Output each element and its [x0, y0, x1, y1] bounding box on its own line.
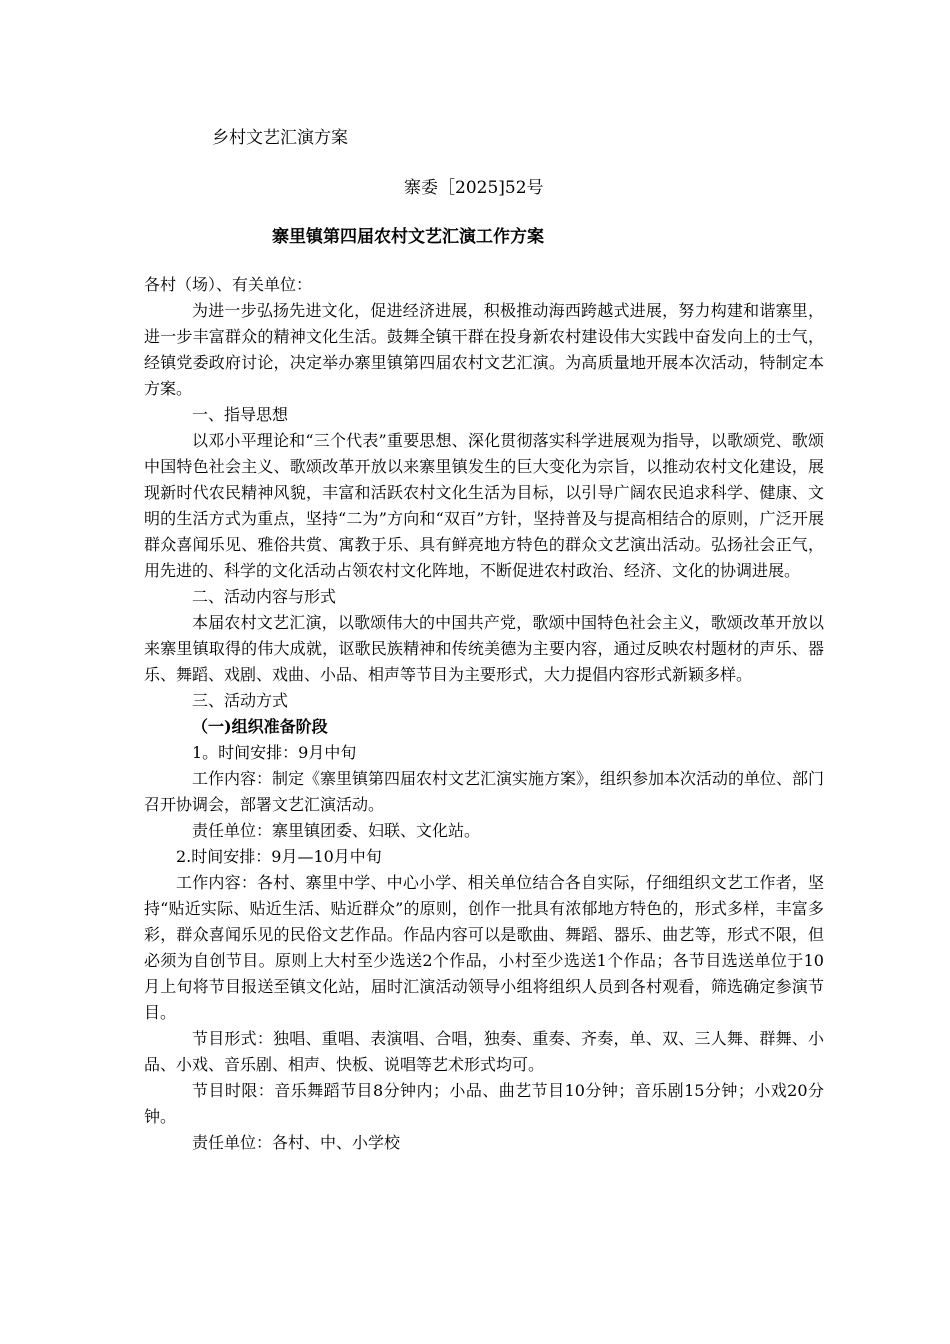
subsection-heading-preparation: （一)组织准备阶段 — [192, 717, 328, 736]
responsible-unit-2: 责任单位：各村、中、小学校 — [192, 1133, 401, 1152]
schedule-item-2: 2.时间安排：9月—10月中旬 — [176, 847, 382, 866]
responsible-unit-1: 责任单位：寨里镇团委、妇联、文化站。 — [192, 821, 481, 840]
schedule-item-1: 1。时间安排：9月中旬 — [192, 743, 357, 762]
program-time-limits: 节目时限：音乐舞蹈节目8分钟内；小品、曲艺节目10分钟；音乐剧15分钟；小戏20分钟。 — [144, 1081, 824, 1126]
guiding-thought-paragraph: 以邓小平理论和“三个代表”重要思想、深化贯彻落实科学进展观为指导，以歌颂党、歌颂中国特色社会主义、歌颂改革开放以来寨里镇发生的巨大变化为宗旨，以推动农村文化建设，展现新时代农民精神风貌，丰富和活跃农村文化生活为目标，以引导广阔农民追求科学、健康、文明的生活方式为重点，坚持“二为”方向和“双百”方针，坚持普及与提高相结合的原则，广泛开展群众喜闻乐见、雅俗共赏、寓教于乐、具有鲜亮地方特色的群众文艺演出活动。弘扬社会正气，用先进的、科学的文化活动占领农村文化阵地，不断促进农村政治、经济、文化的协调进展。 — [144, 431, 824, 580]
content-form-paragraph: 本届农村文艺汇演，以歌颂伟大的中国共产党，歌颂中国特色社会主义，歌颂改革开放以来寨里镇取得的伟大成就，讴歌民族精神和传统美德为主要内容，通过反映农村题材的声乐、器乐、舞蹈、戏剧、戏曲、小品、相声等节目为主要形式，大力提倡内容形式新颖多样。 — [144, 613, 824, 684]
document-number: 寨委［2025]52号 — [404, 178, 544, 198]
work-content-2: 工作内容：各村、寨里中学、中心小学、相关单位结合各自实际，仔细组织文艺工作者，坚持“贴近实际、贴近生活、贴近群众”的原则，创作一批具有浓郁地方特色的，形式多样，丰富多彩，群众喜闻乐见的民俗文艺作品。作品内容可以是歌曲、舞蹈、器乐、曲艺等，形式不限，但必须为自创节目。原则上大村至少选送2个作品，小村至少选送1个作品；各节目选送单位于10月上旬将节目报送至镇文化站，届时汇演活动领导小组将组织人员到各村观看，筛选确定参演节目。 — [144, 873, 824, 1022]
program-forms: 节目形式：独唱、重唱、表演唱、合唱，独奏、重奏、齐奏，单、双、三人舞、群舞、小品、小戏、音乐剧、相声、快板、说唱等艺术形式均可。 — [144, 1029, 824, 1074]
intro-paragraph: 为进一步弘扬先进文化，促进经济进展，积极推动海西跨越式进展，努力构建和谐寨里，进一步丰富群众的精神文化生活。鼓舞全镇干群在投身新农村建设伟大实践中奋发向上的士气，经镇党委政府讨论，决定举办寨里镇第四届农村文艺汇演。为高质量地开展本次活动，特制定本方案。 — [144, 301, 824, 398]
section-heading-content-form: 二、活动内容与形式 — [192, 587, 337, 606]
document-title: 乡村文艺汇演方案 — [212, 128, 348, 148]
document-body — [144, 272, 824, 1156]
section-heading-guiding-thought: 一、指导思想 — [192, 405, 289, 424]
document-heading: 寨里镇第四届农村文艺汇演工作方案 — [272, 227, 544, 247]
work-content-1: 工作内容：制定《寨里镇第四届农村文艺汇演实施方案》，组织参加本次活动的单位、部门召开协调会，部署文艺汇演活动。 — [144, 769, 825, 814]
section-heading-activity-method: 三、活动方式 — [192, 691, 289, 710]
salutation: 各村（场）、有关单位： — [144, 275, 313, 294]
